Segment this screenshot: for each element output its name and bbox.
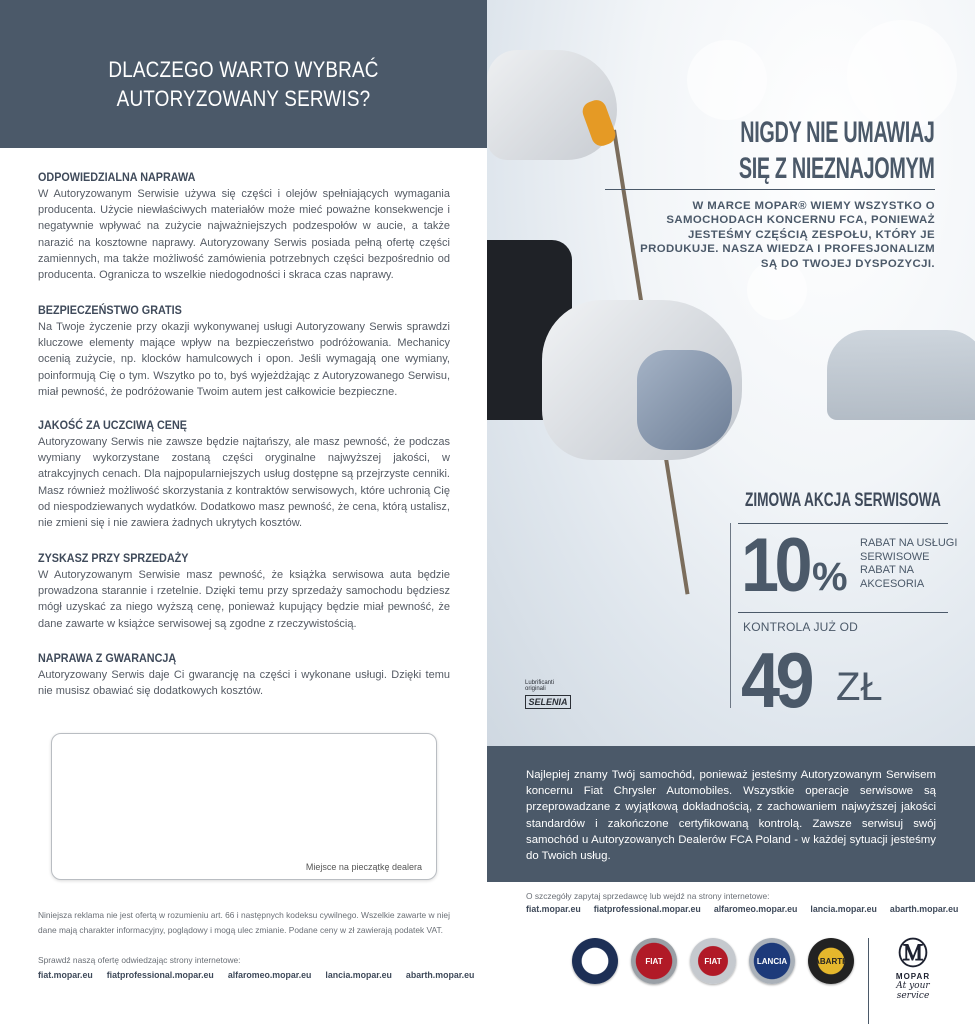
link-fiatprofessional[interactable]: fiatprofessional.mopar.eu — [106, 970, 214, 980]
link-alfaromeo[interactable]: alfaromeo.mopar.eu — [713, 904, 798, 914]
section-title: ODPOWIEDZIALNA NAPRAWA — [38, 170, 196, 184]
rabat-line: AKCESORIA — [860, 577, 925, 590]
link-fiat[interactable]: fiat.mopar.eu — [526, 904, 581, 914]
mopar-logo — [880, 938, 946, 1001]
link-fiatprofessional[interactable]: fiatprofessional.mopar.eu — [593, 904, 701, 914]
headline-line2: SIĘ Z NIEZNAJOMYM — [739, 152, 935, 185]
website-links-right — [526, 904, 959, 914]
promo-title: ZIMOWA AKCJA SERWISOWA — [745, 490, 941, 511]
brand-logos — [572, 938, 854, 984]
section-jakosc — [38, 418, 450, 531]
selenia-caption: Lubrificanti originali — [525, 680, 555, 692]
promo-percent: % — [812, 555, 848, 599]
link-abarth[interactable]: abarth.mopar.eu — [889, 904, 959, 914]
left-header-line2: AUTORYZOWANY SERWIS? — [116, 86, 371, 111]
rabat-line: RABAT NA USŁUGI — [860, 537, 958, 549]
mopar-wordmark: MOPAR — [895, 972, 931, 981]
website-links-left — [38, 970, 475, 980]
section-body: W Autoryzowanym Serwisie masz pewność, że książka serwisowa auta będzie prowadzona starannie i rzetelnie. Dzięki temu przy sprzedaży samochodu będziesz mógł uzyskać za niego wyższą cenę, ponieważ kupujący będzie miał pewność, że dane zawarte w książce serwisowej są zgodne z rzeczywistością. — [38, 569, 450, 630]
info-panel — [487, 746, 975, 882]
section-title: BEZPIECZEŃSTWO GRATIS — [38, 303, 182, 317]
section-body: Autoryzowany Serwis daje Ci gwarancję na części i wykonane usługi. Dzięki temu nie musisz obawiać się dodatkowych kosztów. — [38, 669, 450, 698]
section-body: W Autoryzowanym Serwisie używa się części i olejów spełniających wymagania producenta. Użycie niewłaściwych materiałów może mieć poważne konsekwencje i negatywnie wpływać na zużycie najważniejszych podzespołów w aucie, a także narazić na kosztowne naprawy. Autoryzowany Serwis posiada pełną ofertę części zamiennych, ma także możliwość zamówienia potrzebnych części bezpośrednio od producenta. Ogranicza to wszelkie niedogodności i skraca czas naprawy. — [38, 188, 450, 282]
section-odpowiedzialna — [38, 170, 450, 283]
cloth — [637, 350, 732, 450]
promo-vertical-line — [730, 523, 731, 708]
selenia-wordmark: SELENIA — [525, 695, 571, 709]
link-abarth[interactable]: abarth.mopar.eu — [405, 970, 475, 980]
stamp-label: Miejsce na pieczątkę dealera — [305, 862, 422, 872]
headline-line1: NIGDY NIE UMAWIAJ — [740, 116, 935, 149]
left-header-line1: DLACZEGO WARTO WYBRAĆ — [108, 57, 379, 82]
section-gwarancja — [38, 651, 450, 699]
left-header — [0, 0, 487, 148]
link-fiat[interactable]: fiat.mopar.eu — [38, 970, 93, 980]
promo-price: 49 — [741, 636, 811, 724]
fiat-logo-icon: FIAT — [631, 938, 677, 984]
abarth-logo-icon: ABARTH — [808, 938, 854, 984]
alfa-romeo-logo-icon — [572, 938, 618, 984]
hero-photo — [487, 0, 975, 746]
headline — [739, 115, 935, 187]
lancia-logo-icon: LANCIA — [749, 938, 795, 984]
bokeh-light — [687, 40, 767, 120]
promo-rule-middle — [738, 612, 948, 613]
selenia-logo — [525, 680, 571, 712]
rabat-line: SERWISOWE — [860, 550, 930, 563]
link-alfaromeo[interactable]: alfaromeo.mopar.eu — [227, 970, 312, 980]
check-offer-text: Sprawdź naszą ofertę odwiedzając strony internetowe: — [38, 955, 241, 965]
link-lancia[interactable]: lancia.mopar.eu — [810, 904, 877, 914]
panel-text: Najlepiej znamy Twój samochód, ponieważ jesteśmy Autoryzowanym Serwisem koncernu Fiat Chrysler Automobiles. Wszystkie operacje serwisowe są przeprowadzane z wyjątkową dokładnością, z zachowaniem najwyższej jakości standardów i zakończone certyfikowaną kontrolą. Zawsze serwisuj swój samochód u Autoryzowanych Dealerów FCA Poland - w każdej sytuacji jesteśmy do Twoich usług. — [526, 769, 936, 863]
bokeh-light — [847, 20, 957, 130]
section-body: Na Twoje życzenie przy okazji wykonywanej usługi Autoryzowany Serwis sprawdzi kluczowe elementy mające wpływ na bezpieczeństwo podróżowania. Mechanicy ocenią zużycie, np. klocków hamulcowych i opon. Jeśli wymagają one wymiany, poinformują Cię o tym. Wszytko po to, byś wyjeżdżając z Autoryzowanego Serwisu, miał pewność, że podróżowanie Twoim autem jest całkowicie bezpieczne. — [38, 321, 450, 398]
section-title: NAPRAWA Z GWARANCJĄ — [38, 651, 177, 665]
section-title: ZYSKASZ PRZY SPRZEDAŻY — [38, 551, 189, 565]
mopar-subtext: W MARCE MOPAR® WIEMY WSZYSTKO O SAMOCHODACH KONCERNU FCA, PONIEWAŻ JESTEŚMY CZĘŚCIĄ ZESPOŁU, KTÓRY JE PRODUKUJE. NASZA WIEDZA I PROFESJONALIZM SĄ DO TWOJEJ DYSPOZYCJI. — [640, 200, 935, 270]
section-body: Autoryzowany Serwis nie zawsze będzie najtańszy, ale masz pewność, że podczas wymiany wykorzystane zostaną części oryginalne najwyższej jakości, w atrakcyjnych cenach. Dla najpopularniejszych usług dostępne są przejrzyste cenniki. Masz również możliwość skorzystania z kontraktów serwisowych, które uchronią Cię od niespodziewanych wydatków. Dodatkowo masz pewność, że cena, którą ustalisz, nie zmieni się i nie zawiera żadnych ukrytych kosztów. — [38, 436, 450, 530]
mopar-tagline: At your service — [896, 981, 930, 1001]
headline-rule — [605, 189, 935, 190]
ask-text: O szczegóły zapytaj sprzedawcę lub wejdź na strony internetowe: — [526, 891, 770, 901]
section-zyskasz — [38, 551, 450, 632]
promo-rabat — [860, 537, 957, 591]
dealer-stamp-box — [51, 733, 437, 880]
logo-divider — [868, 938, 869, 1024]
rabat-line: RABAT NA — [860, 564, 914, 577]
kontrola-label: KONTROLA JUŻ OD — [743, 620, 859, 634]
section-bezpieczenstwo — [38, 303, 450, 400]
link-lancia[interactable]: lancia.mopar.eu — [325, 970, 392, 980]
background-car — [827, 330, 975, 420]
disclaimer: Niniejsza reklama nie jest ofertą w rozumieniu art. 66 i następnych kodeksu cywilnego. Wszelkie zawarte w niej dane mają charakter informacyjny, poglądowy i mogą ulec zmianie. Podane ceny w zł zawierają podatek VAT. — [38, 910, 450, 935]
fiat-professional-logo-icon: FIAT — [690, 938, 736, 984]
mopar-m-icon: Ⓜ — [898, 938, 928, 971]
section-title: JAKOŚĆ ZA UCZCIWĄ CENĘ — [38, 418, 188, 432]
promo-currency: ZŁ — [836, 665, 883, 709]
promo-discount: 10 — [741, 523, 809, 608]
